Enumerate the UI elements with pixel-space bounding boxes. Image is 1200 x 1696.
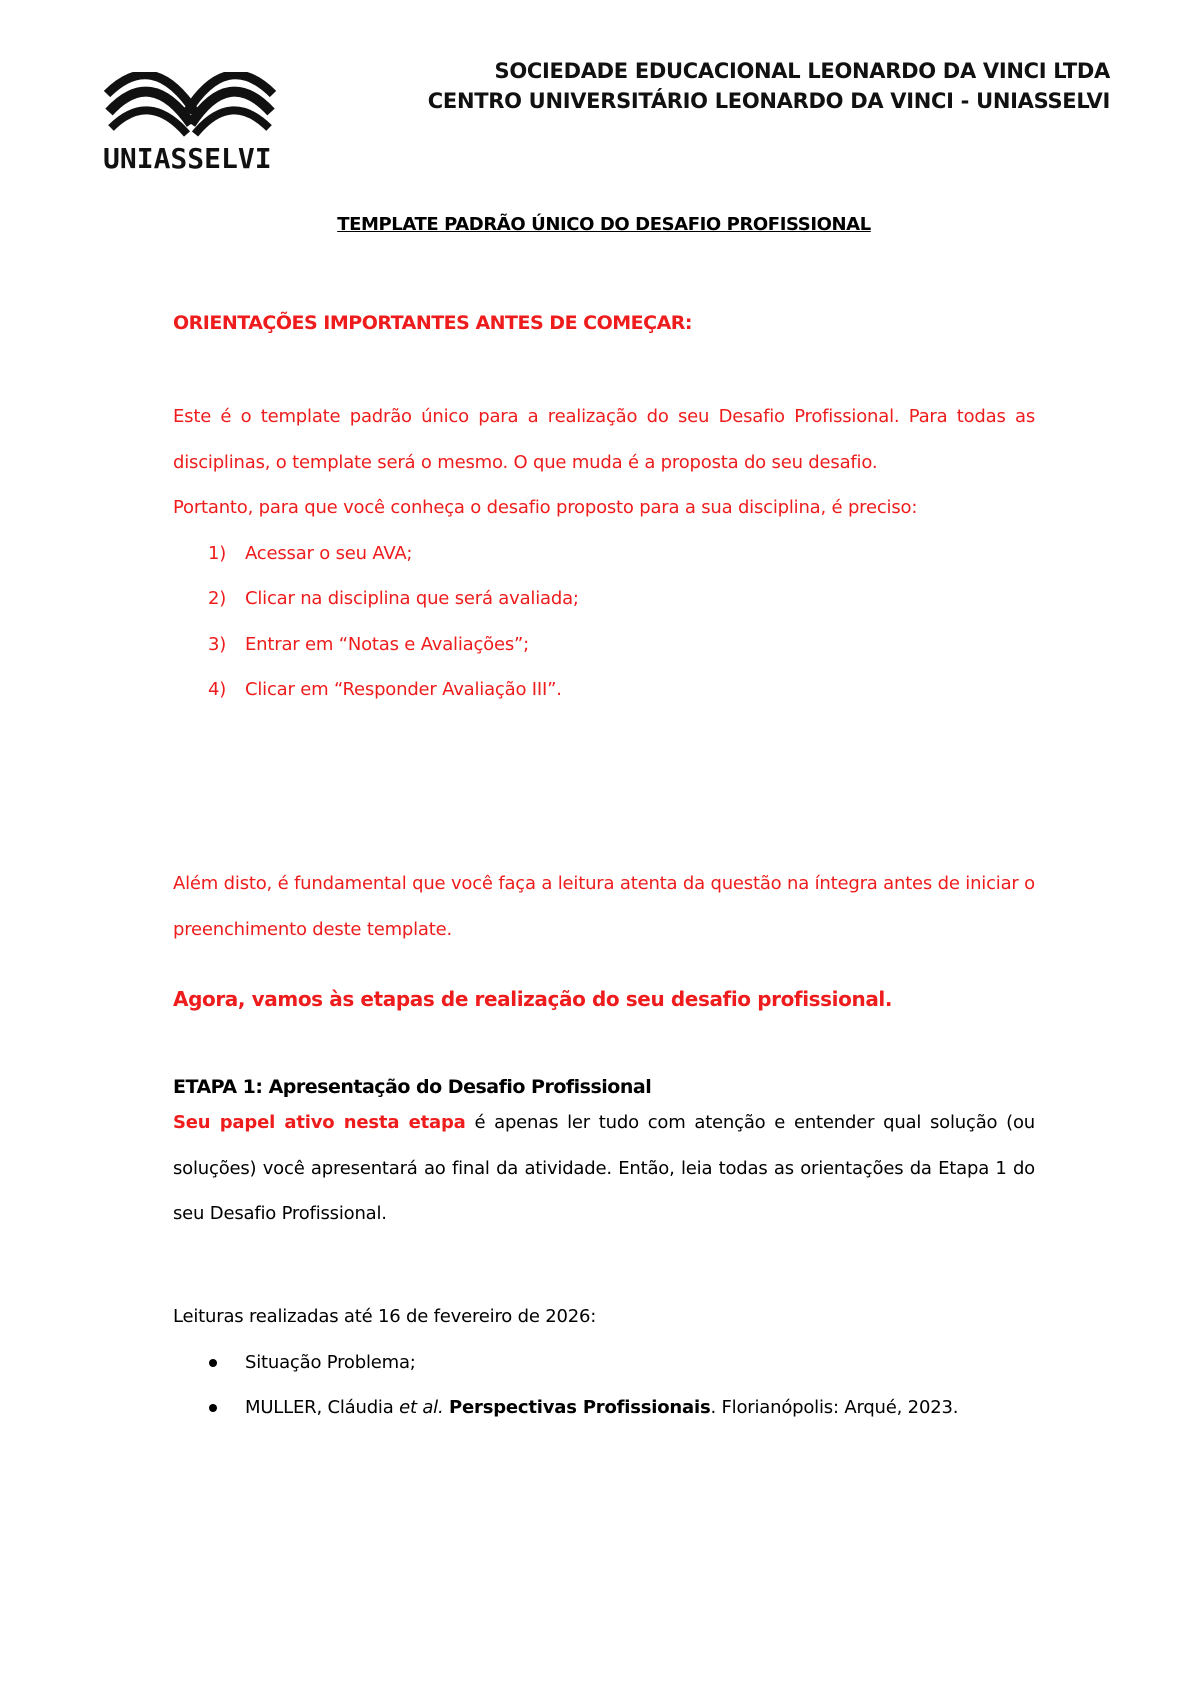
steps-list <box>173 531 1035 713</box>
step-number: 1) <box>208 542 227 564</box>
logo-text: UNIASSELVI <box>103 142 272 175</box>
readings-list <box>173 1340 1035 1431</box>
bullet-icon <box>209 1404 217 1412</box>
etapa1-block <box>173 1100 1035 1237</box>
alem-paragraph: Além disto, é fundamental que você faça a leitura atenta da questão na íntegra antes de iniciar o preenchimento deste template. <box>173 873 1035 940</box>
list-item <box>173 667 1035 713</box>
uniasselvi-logo <box>103 72 288 180</box>
etapa1-body: é apenas ler tudo com atenção e entender qual solução (ou soluções) você apresentará ao final da atividade. Então, leia todas as orientações da Etapa 1 do seu Desafio Profissional. <box>173 1112 1035 1224</box>
portanto-paragraph: Portanto, para que você conheça o desafio proposto para a sua disciplina, é preciso: <box>173 497 918 518</box>
list-item <box>173 576 1035 622</box>
step-number: 3) <box>208 633 227 655</box>
reading-author: MULLER, Cláudia <box>245 1397 400 1418</box>
list-item <box>173 1340 1035 1386</box>
step-text: Acessar o seu AVA; <box>245 542 413 564</box>
intro-paragraph: Este é o template padrão único para a realização do seu Desafio Profissional. Para todas as disciplinas, o template será o mesmo. O que muda é a proposta do seu desafio. <box>173 406 1035 473</box>
etapa1-title: ETAPA 1: Apresentação do Desafio Profissional <box>173 1076 652 1098</box>
institution-line-1: SOCIEDADE EDUCACIONAL LEONARDO DA VINCI LTDA <box>494 59 1110 83</box>
reading-etal: et al. <box>399 1397 444 1418</box>
list-item <box>173 1385 1035 1431</box>
bullet-icon <box>209 1359 217 1367</box>
agora-heading: Agora, vamos às etapas de realização do seu desafio profissional. <box>173 987 893 1011</box>
list-item <box>173 622 1035 668</box>
institution-line-2: CENTRO UNIVERSITÁRIO LEONARDO DA VINCI - UNIASSELVI <box>427 89 1110 113</box>
step-text: Clicar em “Responder Avaliação III”. <box>245 679 562 700</box>
orientations-heading: ORIENTAÇÕES IMPORTANTES ANTES DE COMEÇAR: <box>173 312 693 334</box>
document-title: TEMPLATE PADRÃO ÚNICO DO DESAFIO PROFISSIONAL <box>337 214 871 235</box>
step-number: 2) <box>208 588 227 609</box>
step-text: Clicar na disciplina que será avaliada; <box>245 588 579 609</box>
etapa1-lead: Seu papel ativo nesta etapa <box>173 1112 466 1133</box>
step-text: Entrar em “Notas e Avaliações”; <box>245 633 530 655</box>
institution-header <box>428 56 1110 116</box>
etapa1-paragraph <box>173 1100 1035 1237</box>
step-number: 4) <box>208 679 227 700</box>
reading-text: Situação Problema; <box>245 1351 416 1373</box>
logo-arches-icon <box>103 72 278 140</box>
intro-block <box>173 394 1035 713</box>
reading-rest: . Florianópolis: Arqué, 2023. <box>710 1397 959 1418</box>
readings-block <box>173 1294 1035 1431</box>
alem-block <box>173 861 1035 952</box>
list-item <box>173 531 1035 577</box>
readings-intro: Leituras realizadas até 16 de fevereiro de 2026: <box>173 1306 597 1327</box>
reading-title: Perspectivas Profissionais <box>449 1397 711 1418</box>
document-body <box>173 214 1035 1418</box>
